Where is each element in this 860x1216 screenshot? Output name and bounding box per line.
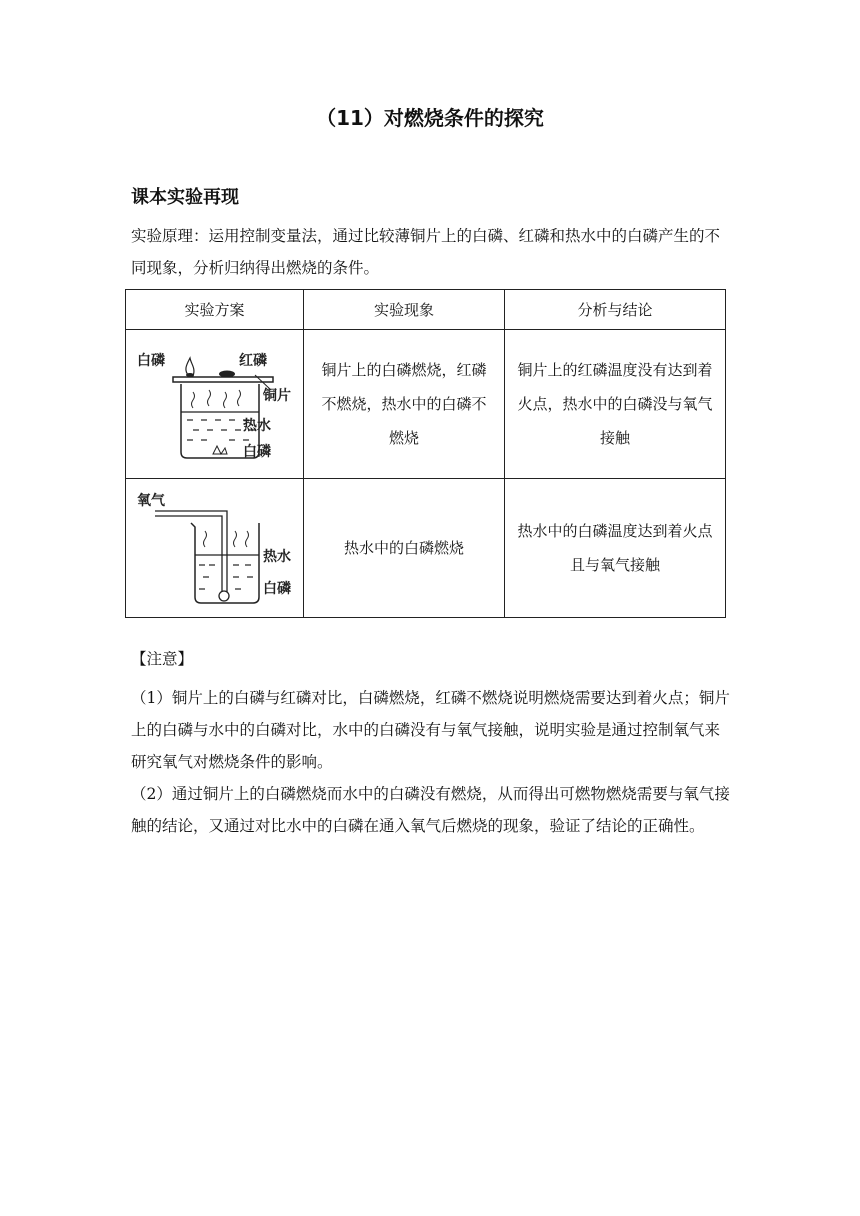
phenomenon-text: 热水中的白磷燃烧 <box>343 539 464 557</box>
diagram-cell <box>126 479 304 618</box>
phenomenon-cell <box>304 479 505 618</box>
experiment-table <box>125 289 726 618</box>
note-item: （1）铜片上的白磷与红磷对比，白磷燃烧，红磷不燃烧说明燃烧需要达到着火点；铜片上的白磷与水中的白磷对比，水中的白磷没有与氧气接触，说明实验是通过控制氧气来研究氧气对燃烧条件的影响。 <box>131 689 730 771</box>
label-red-phosphorus: 红磷 <box>238 353 267 369</box>
label-white-phosphorus-top: 白磷 <box>136 353 165 369</box>
conclusion-text: 铜片上的红磷温度没有达到着火点，热水中的白磷没与氧气接触 <box>517 361 713 447</box>
conclusion-cell <box>505 330 726 479</box>
copper-plate-apparatus-diagram <box>135 344 295 464</box>
intro-paragraph: 实验原理：运用控制变量法，通过比较薄铜片上的白磷、红磷和热水中的白磷产生的不同现象，分析归纳得出燃烧的条件。 <box>131 227 721 277</box>
phenomenon-text: 铜片上的白磷燃烧，红磷不燃烧，热水中的白磷不燃烧 <box>321 361 487 447</box>
note-item: （2）通过铜片上的白磷燃烧而水中的白磷没有燃烧，从而得出可燃物燃烧需要与氧气接触的结论，又通过对比水中的白磷在通入氧气后燃烧的现象，验证了结论的正确性。 <box>131 785 730 835</box>
red-phosphorus <box>219 371 235 378</box>
conclusion-cell <box>505 479 726 618</box>
phenomenon-cell <box>304 330 505 479</box>
table-row <box>126 330 726 479</box>
table-header-row <box>126 290 726 330</box>
table-row <box>126 479 726 618</box>
section-heading: 课本实验再现 <box>131 187 239 208</box>
label-hot-water: 热水 <box>242 418 271 434</box>
header-conclusion: 分析与结论 <box>505 290 726 330</box>
notes <box>131 682 731 842</box>
diagram-cell <box>126 330 304 479</box>
oxygen-apparatus-diagram <box>135 485 295 611</box>
label-white-phosphorus: 白磷 <box>262 581 291 597</box>
label-hot-water: 热水 <box>262 549 291 565</box>
label-white-phosphorus-bottom: 白磷 <box>242 444 271 460</box>
note-title: 【注意】 <box>131 650 194 668</box>
conclusion-text: 热水中的白磷温度达到着火点且与氧气接触 <box>517 522 713 574</box>
label-copper-plate: 铜片 <box>262 388 291 404</box>
label-oxygen: 氧气 <box>136 493 165 509</box>
page-title: （11）对燃烧条件的探究 <box>316 106 544 130</box>
header-phenomenon: 实验现象 <box>304 290 505 330</box>
header-scheme: 实验方案 <box>126 290 304 330</box>
